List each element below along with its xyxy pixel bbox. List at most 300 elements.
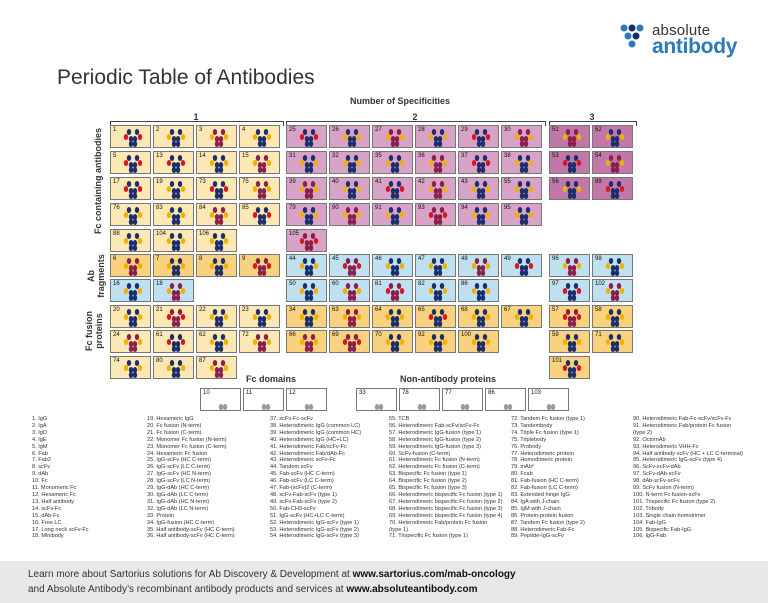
cell-number: 61 bbox=[156, 332, 163, 338]
cell-number: 80 bbox=[156, 358, 163, 364]
cell-number: 93 bbox=[418, 205, 425, 211]
antibody-cell bbox=[458, 305, 499, 328]
antibody-schematic-icon bbox=[502, 306, 542, 328]
cell-number: 69 bbox=[332, 332, 339, 338]
antibody-cell bbox=[196, 356, 237, 379]
cell-number: 105 bbox=[289, 231, 300, 237]
cell-number: 64 bbox=[375, 307, 382, 313]
legend-item: 95. Heterodimeric IgG-scFv (type 4) bbox=[633, 457, 722, 464]
cell-number: 81 bbox=[375, 281, 382, 287]
antibody-cell bbox=[239, 151, 280, 174]
cell-number: 73 bbox=[199, 179, 206, 185]
antibody-schematic-icon bbox=[459, 280, 499, 302]
antibody-cell bbox=[286, 254, 327, 277]
antibody-schematic-icon bbox=[593, 126, 633, 148]
legend-item: 64. Bispecific Fc fusion (type 2) bbox=[389, 478, 467, 485]
antibody-schematic-icon bbox=[373, 255, 413, 277]
cell-number: 11 bbox=[246, 390, 253, 396]
cell-number: 63 bbox=[332, 307, 339, 313]
legend-item: 71. Trispecific Fc fusion (type 1) bbox=[389, 533, 468, 540]
legend-item: 50. Fab-CH3-scFv bbox=[270, 505, 316, 512]
antibody-schematic-icon bbox=[416, 255, 456, 277]
antibody-cell bbox=[110, 330, 151, 353]
group-label-3: 3 bbox=[589, 112, 595, 122]
legend-item: 75. Triplebody bbox=[511, 436, 547, 443]
legend-item: 67. Heterodimeric bispecific Fc fusion (type 2) bbox=[389, 498, 503, 505]
antibody-schematic-icon bbox=[459, 126, 499, 148]
antibody-schematic-icon bbox=[373, 280, 413, 302]
cell-number: 87 bbox=[199, 358, 206, 364]
antibody-cell bbox=[196, 177, 237, 200]
legend-item: 91. Heterodimeric Fab/protein Fc fusion bbox=[633, 422, 732, 429]
antibody-cell bbox=[286, 151, 327, 174]
antibody-schematic-icon bbox=[330, 331, 370, 353]
antibody-schematic-icon bbox=[330, 255, 370, 277]
absolute-antibody-link[interactable]: www.absoluteantibody.com bbox=[346, 584, 478, 595]
legend-item: 14. scFv-Fc bbox=[32, 505, 62, 512]
antibody-cell bbox=[549, 356, 590, 379]
antibody-schematic-icon bbox=[502, 204, 542, 226]
antibody-cell bbox=[196, 203, 237, 226]
legend-item: 61. Heterodimeric Fc fusion (N-term) bbox=[389, 457, 480, 464]
cell-number: 39 bbox=[289, 179, 296, 185]
cell-number: 1 bbox=[113, 127, 117, 133]
legend-item: 34. IgG-fusion (HC C-term) bbox=[147, 519, 215, 526]
antibody-schematic-icon bbox=[197, 230, 237, 252]
legend-item: 90. Heterodimeric Fab-Fc-scFv/scFv-Fc bbox=[633, 416, 732, 422]
cell-number: 74 bbox=[113, 358, 120, 364]
antibody-cell bbox=[458, 330, 499, 353]
antibody-schematic-icon bbox=[197, 255, 237, 277]
antibody-cell bbox=[399, 388, 440, 411]
antibody-cell bbox=[592, 125, 633, 148]
non-antibody-proteins-label: Non-antibody proteins bbox=[400, 374, 496, 384]
antibody-schematic-icon bbox=[240, 331, 280, 353]
antibody-schematic-icon bbox=[330, 152, 370, 174]
antibody-cell bbox=[153, 356, 194, 379]
legend-item: 104. Fab-IgG bbox=[633, 519, 666, 526]
legend-column-6 bbox=[633, 416, 743, 540]
antibody-cell bbox=[592, 305, 633, 328]
antibody-cell bbox=[549, 254, 590, 277]
legend-item: 8. scFv bbox=[32, 464, 51, 471]
antibody-schematic-icon bbox=[550, 280, 590, 302]
legend-item: 57. Heterodimeric IgG-fusion (type 1) bbox=[389, 429, 482, 436]
cell-number: 31 bbox=[289, 153, 296, 159]
antibody-cell bbox=[329, 279, 370, 302]
cell-number: 66 bbox=[289, 332, 296, 338]
antibody-schematic-icon bbox=[154, 331, 194, 353]
cell-number: 49 bbox=[504, 256, 511, 262]
legend-item: 73. Tandembody bbox=[511, 422, 553, 429]
antibody-cell bbox=[153, 177, 194, 200]
antibody-schematic-icon bbox=[550, 178, 590, 200]
legend-item: 12. Hexameric Fc bbox=[32, 491, 76, 498]
antibody-cell bbox=[196, 151, 237, 174]
antibody-cell bbox=[286, 305, 327, 328]
antibody-schematic-icon bbox=[459, 152, 499, 174]
cell-number: 47 bbox=[418, 256, 425, 262]
antibody-cell bbox=[110, 229, 151, 252]
antibody-cell bbox=[239, 177, 280, 200]
antibody-schematic-icon bbox=[416, 204, 456, 226]
legend-item: 32. IgG-dAb (LC N-term) bbox=[147, 505, 209, 512]
cell-number: 7 bbox=[156, 256, 160, 262]
page-title: Periodic Table of Antibodies bbox=[57, 66, 315, 89]
legend-item: 42. Heterodimeric Fab/dAb-Fc bbox=[270, 450, 345, 457]
cell-number: 23 bbox=[242, 307, 249, 313]
legend-item: 87. Tandem Fc fusion (type 2) bbox=[511, 519, 585, 526]
antibody-cell bbox=[372, 203, 413, 226]
antibody-schematic-icon bbox=[400, 389, 440, 411]
legend-item: 88. Heterodimeric Fab-Fc bbox=[511, 526, 575, 533]
antibody-cell bbox=[153, 254, 194, 277]
cell-number: 38 bbox=[504, 153, 511, 159]
legend-item: 7. Fab2 bbox=[32, 457, 51, 464]
cell-number: 41 bbox=[375, 179, 382, 185]
antibody-cell bbox=[153, 151, 194, 174]
legend-item: 36. Half antibody-scFv (HC C-term) bbox=[147, 533, 235, 540]
legend-item: 99. ScFv fusion (N-term) bbox=[633, 485, 694, 492]
antibody-cell bbox=[528, 388, 569, 411]
legend-item: 66. Heterodimeric bispecific Fc fusion (type 1) bbox=[389, 491, 503, 498]
antibody-cell bbox=[442, 388, 483, 411]
legend-item: 63. Bispecific Fc fusion (type 1) bbox=[389, 471, 467, 478]
legend-item: 26. IgG-scFv (LC C-term) bbox=[147, 464, 211, 471]
cell-number: 70 bbox=[375, 332, 382, 338]
antibody-schematic-icon bbox=[197, 152, 237, 174]
legend-item: 17. Long neck scFv-Fc bbox=[32, 526, 89, 533]
legend-item: 3. IgD bbox=[32, 429, 47, 436]
cell-number: 4 bbox=[242, 127, 246, 133]
legend-item: 31. IgG-dAb (HC N-term) bbox=[147, 498, 210, 505]
antibody-cell bbox=[329, 305, 370, 328]
antibody-schematic-icon bbox=[416, 306, 456, 328]
cell-number: 50 bbox=[289, 281, 296, 287]
legend-item: 98. dAb-scFv-scFv bbox=[633, 478, 680, 485]
antibody-cell bbox=[329, 203, 370, 226]
cell-number: 24 bbox=[113, 332, 120, 338]
cell-number: 27 bbox=[375, 127, 382, 133]
antibody-schematic-icon bbox=[373, 152, 413, 174]
group-label-2: 2 bbox=[412, 112, 418, 122]
antibody-schematic-icon bbox=[373, 306, 413, 328]
legend-item: 15. dAb-Fc bbox=[32, 512, 60, 519]
legend-item: 68. Heterodimeric bispecific Fc fusion (type 3) bbox=[389, 505, 503, 512]
legend-item: 37. scFv-Fc-scFv bbox=[270, 416, 313, 422]
legend-item: 11. Monomeric Fc bbox=[32, 485, 77, 492]
antibody-cell bbox=[286, 203, 327, 226]
antibody-schematic-icon bbox=[287, 230, 327, 252]
antibody-schematic-icon bbox=[502, 126, 542, 148]
cell-number: 5 bbox=[113, 153, 117, 159]
antibody-cell bbox=[200, 388, 241, 411]
cell-number: 28 bbox=[418, 127, 425, 133]
antibody-schematic-icon bbox=[287, 178, 327, 200]
cell-number: 25 bbox=[289, 127, 296, 133]
antibody-schematic-icon bbox=[111, 306, 151, 328]
legend-item: 94. Half antibody-scFv (HC + LC C-terminal) bbox=[633, 450, 743, 457]
antibody-cell bbox=[549, 125, 590, 148]
antibody-cell bbox=[372, 330, 413, 353]
specificities-label: Number of Specificities bbox=[349, 96, 451, 106]
antibody-cell bbox=[415, 177, 456, 200]
cell-number: 34 bbox=[289, 307, 296, 313]
antibody-cell bbox=[329, 125, 370, 148]
legend-item: 48. scFv-Fab-scFv (type 1) bbox=[270, 491, 337, 498]
antibody-cell bbox=[153, 330, 194, 353]
antibody-schematic-icon bbox=[240, 126, 280, 148]
antibody-cell bbox=[153, 305, 194, 328]
legend-item: 89. Peptide-IgG-scFv bbox=[511, 533, 564, 540]
antibody-cell bbox=[110, 177, 151, 200]
legend-item: 65. Bispecific Fc fusion (type 3) bbox=[389, 485, 467, 492]
legend-item: 5. IgM bbox=[32, 443, 48, 450]
cell-number: 46 bbox=[375, 256, 382, 262]
antibody-cell bbox=[153, 279, 194, 302]
legend-item: 60. ScFv-fusion (C-term) bbox=[389, 450, 451, 457]
antibody-schematic-icon bbox=[197, 178, 237, 200]
legend-item: 51. IgG-scFv (HC+LC C-term) bbox=[270, 512, 345, 519]
antibody-schematic-icon bbox=[593, 255, 633, 277]
cell-number: 6 bbox=[113, 256, 117, 262]
legend-item: 45. Fab-scFv (HC C-term) bbox=[270, 471, 335, 478]
antibody-schematic-icon bbox=[287, 126, 327, 148]
antibody-schematic-icon bbox=[240, 178, 280, 200]
antibody-cell bbox=[458, 177, 499, 200]
footer-banner bbox=[0, 561, 768, 603]
cell-number: 67 bbox=[504, 307, 511, 313]
cell-number: 100 bbox=[461, 332, 472, 338]
cell-number: 77 bbox=[445, 390, 452, 396]
sartorius-link[interactable]: www.sartorius.com/mab-oncology bbox=[352, 569, 516, 580]
antibody-schematic-icon bbox=[593, 306, 633, 328]
antibody-logo-icon bbox=[618, 24, 650, 60]
legend-item: (type 2) bbox=[633, 429, 652, 436]
cell-number: 19 bbox=[156, 179, 163, 185]
cell-number: 21 bbox=[156, 307, 163, 313]
legend-item: 24. Hexameric Fc fusion bbox=[147, 450, 208, 457]
cell-number: 26 bbox=[332, 127, 339, 133]
cell-number: 104 bbox=[156, 231, 167, 237]
antibody-schematic-icon bbox=[244, 389, 284, 411]
antibody-cell bbox=[196, 125, 237, 148]
antibody-cell bbox=[286, 229, 327, 252]
antibody-cell bbox=[501, 254, 542, 277]
legend-item: 35. Half antibody-scFv (HC C-term) bbox=[147, 526, 235, 533]
cell-number: 8 bbox=[199, 256, 203, 262]
cell-number: 71 bbox=[595, 332, 602, 338]
legend-item: 44. Tandem scFv bbox=[270, 464, 313, 471]
legend-item: 1. IgG bbox=[32, 416, 48, 422]
cell-number: 9 bbox=[242, 256, 246, 262]
antibody-cell bbox=[110, 203, 151, 226]
cell-number: 36 bbox=[418, 153, 425, 159]
cell-number: 43 bbox=[461, 179, 468, 185]
cell-number: 83 bbox=[156, 205, 163, 211]
antibody-schematic-icon bbox=[111, 255, 151, 277]
legend-item: 81. Fab-fusion (HC C-term) bbox=[511, 478, 579, 485]
footer-line-2 bbox=[28, 584, 477, 595]
antibody-cell bbox=[458, 125, 499, 148]
logo-text-absolute: absolute bbox=[652, 22, 711, 39]
legend-item: 69. Heterodimeric bispecific Fc fusion (type 4) bbox=[389, 512, 503, 519]
cell-number: 56 bbox=[552, 179, 559, 185]
antibody-schematic-icon bbox=[330, 126, 370, 148]
antibody-cell bbox=[372, 279, 413, 302]
antibody-schematic-icon bbox=[197, 306, 237, 328]
cell-number: 16 bbox=[113, 281, 120, 287]
cell-number: 95 bbox=[504, 205, 511, 211]
antibody-cell bbox=[549, 305, 590, 328]
antibody-cell bbox=[372, 151, 413, 174]
cell-number: 35 bbox=[375, 153, 382, 159]
antibody-schematic-icon bbox=[154, 178, 194, 200]
cell-number: 33 bbox=[359, 390, 366, 396]
legend-item: 103. Single chain homotrimer bbox=[633, 512, 706, 519]
legend-item: 58. Heterodimeric IgG-fusion (type 2) bbox=[389, 436, 482, 443]
antibody-schematic-icon bbox=[593, 178, 633, 200]
antibody-cell bbox=[286, 177, 327, 200]
legend-item: 79. mAb² bbox=[511, 464, 534, 471]
cell-number: 12 bbox=[289, 390, 296, 396]
antibody-schematic-icon bbox=[550, 357, 590, 379]
antibody-schematic-icon bbox=[287, 306, 327, 328]
legend-item: 33. Protein bbox=[147, 512, 175, 519]
legend-item: 52. Heterodimeric IgG-scFv (type 1) bbox=[270, 519, 359, 526]
antibody-cell bbox=[153, 125, 194, 148]
cell-number: 86 bbox=[461, 281, 468, 287]
cell-number: 90 bbox=[332, 205, 339, 211]
cell-number: 13 bbox=[156, 153, 163, 159]
antibody-cell bbox=[243, 388, 284, 411]
antibody-cell bbox=[110, 305, 151, 328]
cell-number: 75 bbox=[242, 179, 249, 185]
cell-number: 14 bbox=[199, 153, 206, 159]
antibody-schematic-icon bbox=[550, 152, 590, 174]
antibody-schematic-icon bbox=[111, 204, 151, 226]
antibody-schematic-icon bbox=[330, 280, 370, 302]
antibody-schematic-icon bbox=[154, 204, 194, 226]
cell-number: 10 bbox=[203, 390, 210, 396]
legend-item: 74. Triple Fc fusion (type 1) bbox=[511, 429, 579, 436]
antibody-schematic-icon bbox=[459, 255, 499, 277]
legend-item: 25. IgG-scFv (HC C-term) bbox=[147, 457, 212, 464]
cell-number: 62 bbox=[199, 332, 206, 338]
legend-item: 13. Half antibody bbox=[32, 498, 74, 505]
antibody-cell bbox=[415, 125, 456, 148]
legend-item: 18. Minibody bbox=[32, 533, 64, 540]
antibody-schematic-icon bbox=[287, 389, 327, 411]
cell-number: 42 bbox=[418, 179, 425, 185]
legend-item: 56. Heterodimeric Fab-scFv/scFv-Fc bbox=[389, 422, 480, 429]
legend-item: 28. IgG-scFv (LC N-term) bbox=[147, 478, 211, 485]
antibody-cell bbox=[372, 254, 413, 277]
cell-number: 85 bbox=[242, 205, 249, 211]
cell-number: 106 bbox=[199, 231, 210, 237]
cell-number: 84 bbox=[199, 205, 206, 211]
antibody-schematic-icon bbox=[416, 331, 456, 353]
antibody-schematic-icon bbox=[111, 126, 151, 148]
antibody-schematic-icon bbox=[154, 126, 194, 148]
antibody-cell bbox=[153, 203, 194, 226]
antibody-cell bbox=[415, 203, 456, 226]
antibody-schematic-icon bbox=[240, 204, 280, 226]
antibody-schematic-icon bbox=[287, 204, 327, 226]
cell-number: 48 bbox=[461, 256, 468, 262]
legend-item: 59. Heterodimeric IgG-fusion (type 3) bbox=[389, 443, 482, 450]
legend-item: 78. Homodimeric protein bbox=[511, 457, 572, 464]
legend-item: 85. IgM with J-chain bbox=[511, 505, 561, 512]
antibody-cell bbox=[415, 279, 456, 302]
antibody-schematic-icon bbox=[373, 331, 413, 353]
legend-item: 53. Heterodimeric IgG-scFv (type 2) bbox=[270, 526, 359, 533]
legend-item: 76. Probody bbox=[511, 443, 542, 450]
antibody-schematic-icon bbox=[287, 331, 327, 353]
antibody-schematic-icon bbox=[550, 255, 590, 277]
antibody-schematic-icon bbox=[502, 255, 542, 277]
antibody-cell bbox=[286, 125, 327, 148]
antibody-cell bbox=[415, 330, 456, 353]
antibody-schematic-icon bbox=[373, 126, 413, 148]
legend-item: 55. TCB bbox=[389, 416, 410, 422]
antibody-cell bbox=[458, 279, 499, 302]
antibody-schematic-icon bbox=[550, 331, 590, 353]
antibody-schematic-icon bbox=[416, 178, 456, 200]
legend-item: 40. Heterodimeric IgG (HC+LC) bbox=[270, 436, 349, 443]
cell-number: 60 bbox=[332, 281, 339, 287]
cell-number: 72 bbox=[242, 332, 249, 338]
antibody-schematic-icon bbox=[287, 152, 327, 174]
legend-item: 10. Fc bbox=[32, 478, 48, 485]
legend-item: 101. Trispecific Fc fusion (type 2) bbox=[633, 498, 716, 505]
cell-number: 29 bbox=[461, 127, 468, 133]
antibody-schematic-icon bbox=[550, 126, 590, 148]
cell-number: 20 bbox=[113, 307, 120, 313]
antibody-cell bbox=[286, 279, 327, 302]
antibody-schematic-icon bbox=[373, 204, 413, 226]
cell-number: 101 bbox=[552, 358, 563, 364]
antibody-schematic-icon bbox=[154, 357, 194, 379]
antibody-schematic-icon bbox=[287, 255, 327, 277]
legend-item: 62. Heterodimeric Fc fusion (C-term) bbox=[389, 464, 480, 471]
antibody-cell bbox=[415, 254, 456, 277]
cell-number: 68 bbox=[461, 307, 468, 313]
antibody-cell bbox=[592, 254, 633, 277]
cell-number: 54 bbox=[595, 153, 602, 159]
row-label-ab-fragments: Ab fragments bbox=[86, 254, 106, 298]
antibody-cell bbox=[329, 254, 370, 277]
group-label-1: 1 bbox=[193, 112, 199, 122]
legend-item: 96. ScFv-scFv-dAb bbox=[633, 464, 681, 471]
cell-number: 3 bbox=[199, 127, 203, 133]
legend-item: 84. IgA with J-chain bbox=[511, 498, 560, 505]
cell-number: 58 bbox=[595, 307, 602, 313]
cell-number: 40 bbox=[332, 179, 339, 185]
cell-number: 98 bbox=[595, 256, 602, 262]
cell-number: 32 bbox=[332, 153, 339, 159]
antibody-cell bbox=[592, 151, 633, 174]
legend-item: (type 1) bbox=[389, 526, 408, 533]
antibody-schematic-icon bbox=[154, 152, 194, 174]
antibody-cell bbox=[110, 279, 151, 302]
row-label-fc-fusion: Fc fusion proteins bbox=[84, 311, 104, 351]
antibody-cell bbox=[501, 203, 542, 226]
cell-number: 51 bbox=[552, 127, 559, 133]
antibody-schematic-icon bbox=[416, 152, 456, 174]
cell-number: 92 bbox=[418, 332, 425, 338]
antibody-schematic-icon bbox=[197, 331, 237, 353]
